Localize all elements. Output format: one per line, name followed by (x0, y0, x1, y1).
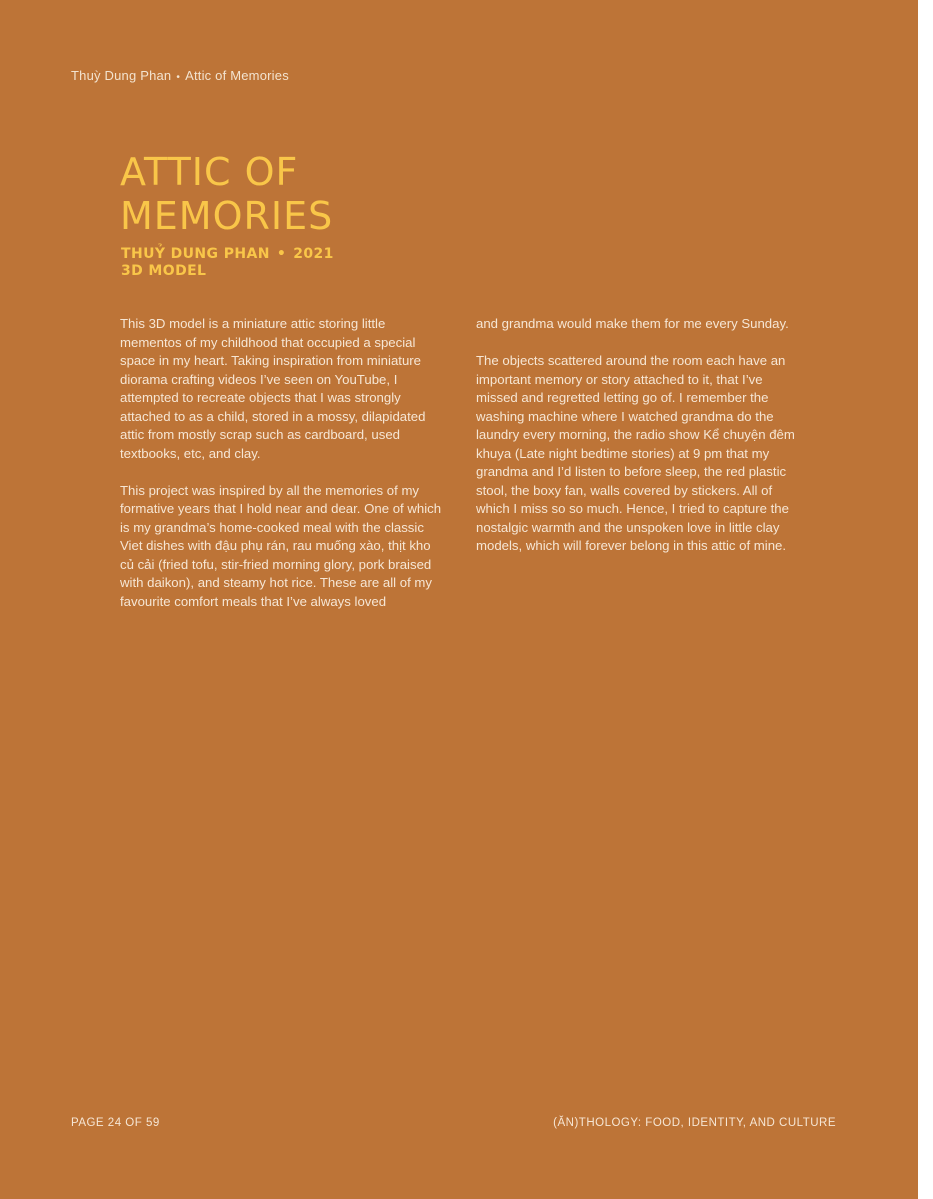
running-head-separator: • (176, 72, 181, 83)
body-paragraph: The objects scattered around the room each have an important memory or story attached to it, that I’ve missed and regretted letting go of. I remember the washing machine where I watched grandma do the laundry every morning, the radio show Kể chuyện đêm khuya (Late night bedtime stories) at 9 pm that my grandma and I’d listen to before sleep, the red plastic stool, the boxy fan, walls covered by stickers. All of which I miss so so much. Hence, I tried to capture the nostalgic warmth and the unspoken love in little clay models, which will forever belong in this attic of mine. (476, 353, 795, 553)
body-paragraph: and grandma would make them for me every Sunday. (476, 316, 789, 331)
body-paragraph: This project was inspired by all the memories of my formative years that I hold near and dear. One of which is my grandma’s home-cooked meal with the classic Viet dishes with đậu phụ rán, rau muống xào, thịt kho củ cải (fried tofu, stir-fried morning glory, pork braised with daikon), and steamy hot rice. These are all of my favourite comfort meals that I’ve always loved (120, 482, 442, 609)
running-head (71, 68, 289, 83)
article-title: ATTIC OF MEMORIES (120, 150, 334, 238)
page-edge (918, 0, 933, 1199)
article-author: THUỶ DUNG PHAN (121, 246, 270, 262)
body-paragraph: This 3D model is a miniature attic storing little mementos of my childhood that occupied a special space in my heart. Taking inspiration from miniature diorama crafting videos I’ve seen on YouTube, I attempted to recreate objects that I was strongly attached to as a child, stored in a mossy, dilapidated attic from mostly scrap such as cardboard, used textbooks, etc, and clay. (120, 316, 426, 461)
running-head-author: Thuỳ Dung Phan (71, 68, 172, 83)
meta-separator: • (276, 246, 287, 262)
body-column-right (476, 315, 796, 574)
body-column-left (120, 315, 442, 630)
article-year: 2021 (293, 246, 334, 262)
page-number: PAGE 24 OF 59 (71, 1117, 160, 1129)
article-medium: 3D MODEL (121, 263, 207, 279)
article-meta (121, 246, 334, 280)
publication-title: (ĂN)THOLOGY: FOOD, IDENTITY, AND CULTURE (553, 1117, 836, 1129)
running-head-title: Attic of Memories (185, 68, 289, 83)
